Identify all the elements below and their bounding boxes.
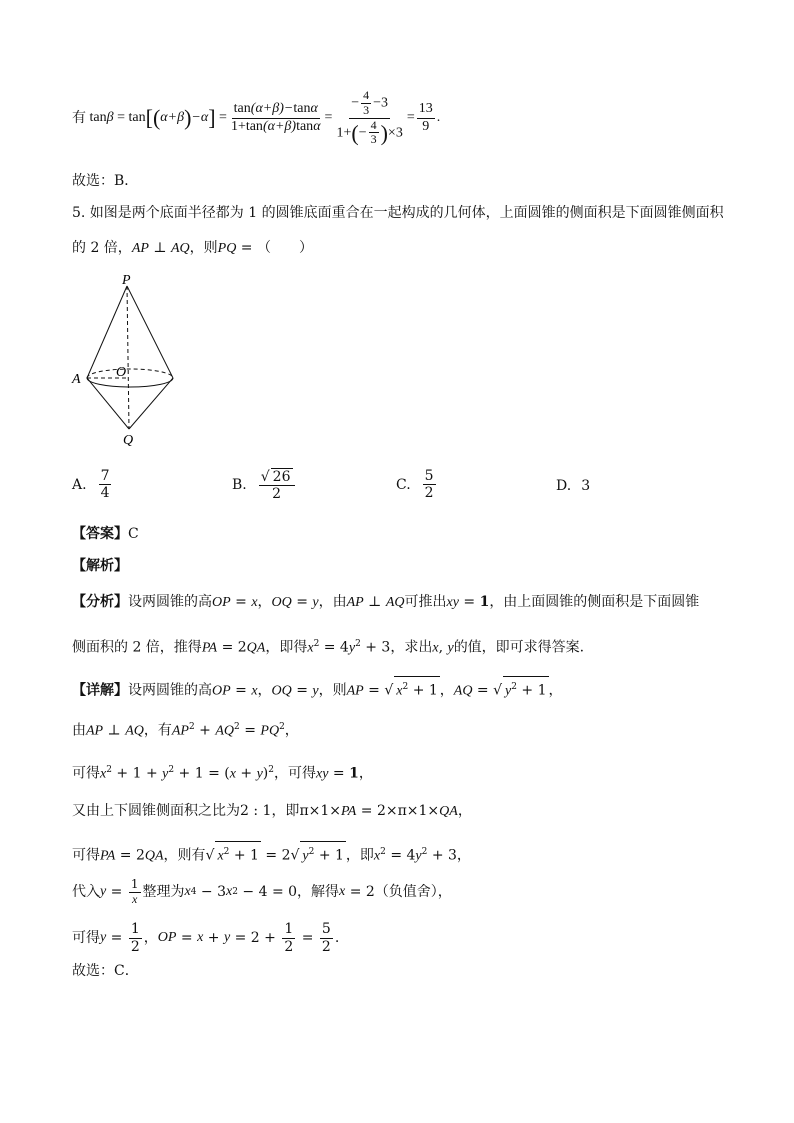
question-line1: 5. 如图是两个底面半径都为 1 的圆锥底面重合在一起构成的几何体，上面圆锥的侧面积是下面圆锥侧面积 (72, 205, 724, 221)
label-a: A (72, 372, 81, 387)
xiangjie-line7: 可得 y = $\frac{1}{2}$ ， OP = x + y = 2 + $\frac{1}{2}$ = $\frac{5}{2}$ . (72, 921, 340, 955)
tan-beta-derivation: 有 tan β = tan [ ( α + β ) − α ] = $\frac{\tan(\alpha+\beta)-\tan\alpha}{1+\tan(\alpha+\beta)\tan\alpha}$ = − $\frac{4}{3}$ −3 1+(− $\frac{4}{3}$ )×3 = $\frac{13}{9}$ . (72, 87, 441, 147)
xiangjie-line2: 由AP ⊥ AQ，有$AP^2 + AQ^2 = PQ^2$， (72, 722, 299, 739)
option-a: A. $\frac{7}{4}$ (72, 468, 110, 502)
base-back-arc (87, 369, 173, 378)
fraction-result: $\frac{13}{9}$ (418, 101, 433, 134)
option-b: B. $\frac{√ 26}{2}$ (232, 468, 297, 502)
double-cone-figure (70, 272, 190, 452)
answer-prev: 故选：B． (72, 173, 139, 189)
xiangjie-line4: 又由上下圆锥侧面积之比为2 : 1，即π×1×PA = 2×π×1×QA， (72, 803, 472, 819)
base-front-arc (87, 378, 173, 387)
question-line2: 的 2 倍，AP ⊥ AQ，则PQ = （ ） (72, 240, 313, 256)
label-q: Q (123, 433, 134, 448)
answer-line: 【答案】C (72, 526, 139, 542)
analysis-tag: 【解析】 (72, 558, 128, 574)
xiangjie-line6: 代入 y = $\frac{1}{x}$ 整理为 x 4 − 3 x 2 − 4 = 0 ，解得 x = 2 （负值舍）， (72, 876, 452, 906)
label-p: P (122, 273, 131, 288)
fenxi-line2: 侧面积的 2 倍，推得PA = 2QA，即得$x^2 = 4y^2 + 3$，求出x, y的值，即可求得答案. (72, 639, 585, 656)
axis-pq (127, 286, 129, 429)
xiangjie-line3: 可得$x^2 + 1 + y^2 + 1 = (x + y)^2$，可得xy = 1， (72, 765, 373, 782)
answer-final: 故选：C． (72, 963, 139, 979)
text-you: 有 (72, 110, 86, 126)
fenxi-line1: 【分析】设两圆锥的高OP = x，OQ = y，由AP ⊥ AQ可推出xy = 1，由上面圆锥的侧面积是下面圆锥 (72, 594, 700, 610)
fraction-numeric: − $\frac{4}{3}$ −3 1+(− $\frac{4}{3}$ )×3 (336, 87, 403, 147)
xiangjie-line1: 【详解】设两圆锥的高OP = x，OQ = y，则AP = √ $x^2 + 1$ ，AQ = √ $y^2 + 1$ ， (72, 676, 563, 702)
xiangjie-line5: 可得PA = 2QA，则有√ $x^2 + 1 = 2√$ $y^2 + 1$ ，即$x^2 = 4y^2 + 3$， (72, 841, 471, 867)
option-c: C. $\frac{5}{2}$ (396, 468, 434, 502)
option-d: D. 3 (556, 478, 591, 494)
label-o: O (116, 365, 127, 380)
edge-pb (127, 286, 173, 378)
fraction-tan-identity: $\frac{\tan(\alpha+\beta)-\tan\alpha}{1+\tan(\alpha+\beta)\tan\alpha}$ (230, 101, 321, 134)
